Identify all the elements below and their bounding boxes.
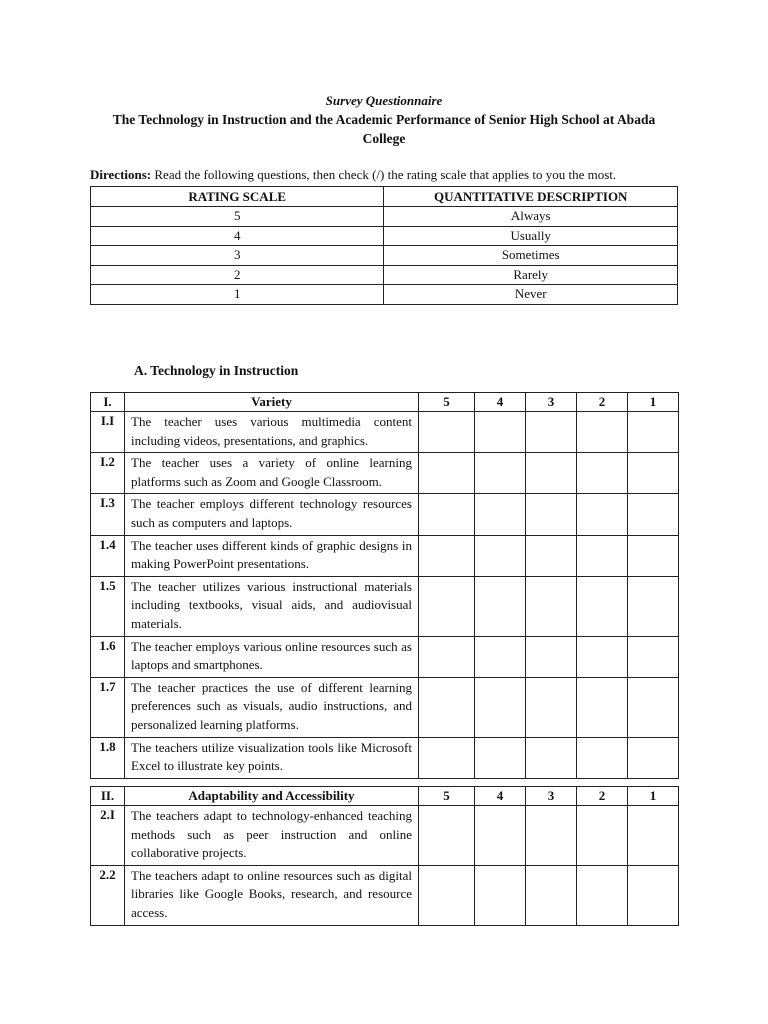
rating-5-checkbox[interactable] — [419, 535, 475, 576]
rating-1-checkbox[interactable] — [628, 677, 679, 737]
rating-5-checkbox[interactable] — [419, 494, 475, 535]
rating-4-checkbox[interactable] — [475, 636, 526, 677]
rating-3-header: 3 — [526, 393, 577, 412]
section-number-header: I. — [91, 393, 125, 412]
rating-4-checkbox[interactable] — [475, 576, 526, 636]
rating-row — [91, 226, 678, 246]
rating-3-checkbox[interactable] — [526, 535, 577, 576]
directions-label: Directions: — [90, 167, 152, 182]
rating-1-checkbox[interactable] — [628, 865, 679, 925]
rating-value: 4 — [91, 226, 384, 246]
question-row — [91, 737, 679, 778]
question-number: I.2 — [91, 453, 125, 494]
rating-1-header: 1 — [628, 787, 679, 806]
rating-value: 5 — [91, 207, 384, 227]
rating-value: 1 — [91, 285, 384, 305]
rating-3-checkbox[interactable] — [526, 494, 577, 535]
question-text: The teacher uses various multimedia content including videos, presentations, and graphics. — [125, 412, 419, 453]
question-row — [91, 865, 679, 925]
directions-body: Read the following questions, then check (/) the rating scale that applies to you the most. — [151, 167, 617, 182]
question-text: The teachers adapt to technology-enhanced teaching methods such as peer instruction and online collaborative projects. — [125, 806, 419, 866]
question-text: The teacher employs various online resources such as laptops and smartphones. — [125, 636, 419, 677]
adaptability-table — [90, 786, 679, 926]
rating-row — [91, 246, 678, 266]
rating-row — [91, 265, 678, 285]
rating-3-header: 3 — [526, 787, 577, 806]
rating-1-checkbox[interactable] — [628, 535, 679, 576]
rating-4-checkbox[interactable] — [475, 737, 526, 778]
question-text: The teachers utilize visualization tools like Microsoft Excel to illustrate key points. — [125, 737, 419, 778]
rating-4-checkbox[interactable] — [475, 453, 526, 494]
rating-2-checkbox[interactable] — [577, 576, 628, 636]
rating-2-checkbox[interactable] — [577, 412, 628, 453]
rating-3-checkbox[interactable] — [526, 677, 577, 737]
rating-1-header: 1 — [628, 393, 679, 412]
rating-3-checkbox[interactable] — [526, 865, 577, 925]
rating-4-checkbox[interactable] — [475, 535, 526, 576]
rating-4-header: 4 — [475, 787, 526, 806]
quantitative-description-header: QUANTITATIVE DESCRIPTION — [384, 187, 678, 207]
rating-scale-table — [90, 186, 678, 305]
question-row — [91, 677, 679, 737]
question-number: I.I — [91, 412, 125, 453]
question-row — [91, 453, 679, 494]
question-number: 1.5 — [91, 576, 125, 636]
rating-scale-header-row — [91, 187, 678, 207]
document-title-line-1: The Technology in Instruction and the Academic Performance of Senior High School at Abada — [112, 112, 656, 127]
rating-1-checkbox[interactable] — [628, 806, 679, 866]
question-number: 2.2 — [91, 865, 125, 925]
rating-5-checkbox[interactable] — [419, 576, 475, 636]
rating-2-checkbox[interactable] — [577, 865, 628, 925]
adaptability-header-row — [91, 787, 679, 806]
rating-5-checkbox[interactable] — [419, 677, 475, 737]
rating-2-checkbox[interactable] — [577, 806, 628, 866]
variety-header-row — [91, 393, 679, 412]
question-text: The teachers adapt to online resources such as digital libraries like Google Books, research, and resource access. — [125, 865, 419, 925]
question-text: The teacher utilizes various instructional materials including textbooks, visual aids, and audiovisual materials. — [125, 576, 419, 636]
rating-5-header: 5 — [419, 787, 475, 806]
rating-5-checkbox[interactable] — [419, 737, 475, 778]
question-row — [91, 806, 679, 866]
rating-2-checkbox[interactable] — [577, 494, 628, 535]
question-row — [91, 412, 679, 453]
rating-4-checkbox[interactable] — [475, 806, 526, 866]
rating-2-header: 2 — [577, 787, 628, 806]
question-row — [91, 494, 679, 535]
rating-4-checkbox[interactable] — [475, 494, 526, 535]
rating-2-header: 2 — [577, 393, 628, 412]
question-text: The teacher uses different kinds of graphic designs in making PowerPoint presentations. — [125, 535, 419, 576]
rating-value: 3 — [91, 246, 384, 266]
rating-3-checkbox[interactable] — [526, 636, 577, 677]
question-number: 1.6 — [91, 636, 125, 677]
rating-4-checkbox[interactable] — [475, 677, 526, 737]
rating-1-checkbox[interactable] — [628, 636, 679, 677]
question-number: I.3 — [91, 494, 125, 535]
rating-row — [91, 285, 678, 305]
question-row — [91, 535, 679, 576]
rating-1-checkbox[interactable] — [628, 453, 679, 494]
rating-3-checkbox[interactable] — [526, 412, 577, 453]
rating-4-checkbox[interactable] — [475, 412, 526, 453]
question-number: 1.7 — [91, 677, 125, 737]
rating-description: Never — [384, 285, 678, 305]
question-text: The teacher uses a variety of online learning platforms such as Zoom and Google Classroom. — [125, 453, 419, 494]
rating-5-header: 5 — [419, 393, 475, 412]
variety-header: Variety — [125, 393, 419, 412]
rating-4-checkbox[interactable] — [475, 865, 526, 925]
question-row — [91, 576, 679, 636]
section-number-header: II. — [91, 787, 125, 806]
rating-description: Rarely — [384, 265, 678, 285]
rating-2-checkbox[interactable] — [577, 677, 628, 737]
rating-2-checkbox[interactable] — [577, 636, 628, 677]
rating-3-checkbox[interactable] — [526, 737, 577, 778]
rating-2-checkbox[interactable] — [577, 737, 628, 778]
rating-5-checkbox[interactable] — [419, 412, 475, 453]
question-number: 1.4 — [91, 535, 125, 576]
directions-text — [90, 166, 616, 184]
rating-5-checkbox[interactable] — [419, 806, 475, 866]
rating-3-checkbox[interactable] — [526, 806, 577, 866]
document-title-line-2: College — [362, 131, 406, 146]
rating-2-checkbox[interactable] — [577, 453, 628, 494]
rating-3-checkbox[interactable] — [526, 453, 577, 494]
question-row — [91, 636, 679, 677]
rating-1-checkbox[interactable] — [628, 494, 679, 535]
variety-table — [90, 392, 679, 779]
rating-scale-header: RATING SCALE — [91, 187, 384, 207]
rating-5-checkbox[interactable] — [419, 453, 475, 494]
document-header — [90, 92, 678, 148]
question-text: The teacher employs different technology resources such as computers and laptops. — [125, 494, 419, 535]
rating-1-checkbox[interactable] — [628, 737, 679, 778]
rating-value: 2 — [91, 265, 384, 285]
section-a-heading: A. Technology in Instruction — [134, 363, 299, 378]
rating-row — [91, 207, 678, 227]
question-text: The teacher practices the use of different learning preferences such as visuals, audio instructions, and personalized learning platforms. — [125, 677, 419, 737]
adaptability-header: Adaptability and Accessibility — [125, 787, 419, 806]
rating-1-checkbox[interactable] — [628, 412, 679, 453]
question-number: 2.I — [91, 806, 125, 866]
rating-5-checkbox[interactable] — [419, 865, 475, 925]
rating-description: Always — [384, 207, 678, 227]
rating-2-checkbox[interactable] — [577, 535, 628, 576]
rating-1-checkbox[interactable] — [628, 576, 679, 636]
rating-description: Usually — [384, 226, 678, 246]
rating-4-header: 4 — [475, 393, 526, 412]
rating-3-checkbox[interactable] — [526, 576, 577, 636]
rating-5-checkbox[interactable] — [419, 636, 475, 677]
survey-subtitle: Survey Questionnaire — [325, 93, 443, 108]
question-number: 1.8 — [91, 737, 125, 778]
rating-description: Sometimes — [384, 246, 678, 266]
